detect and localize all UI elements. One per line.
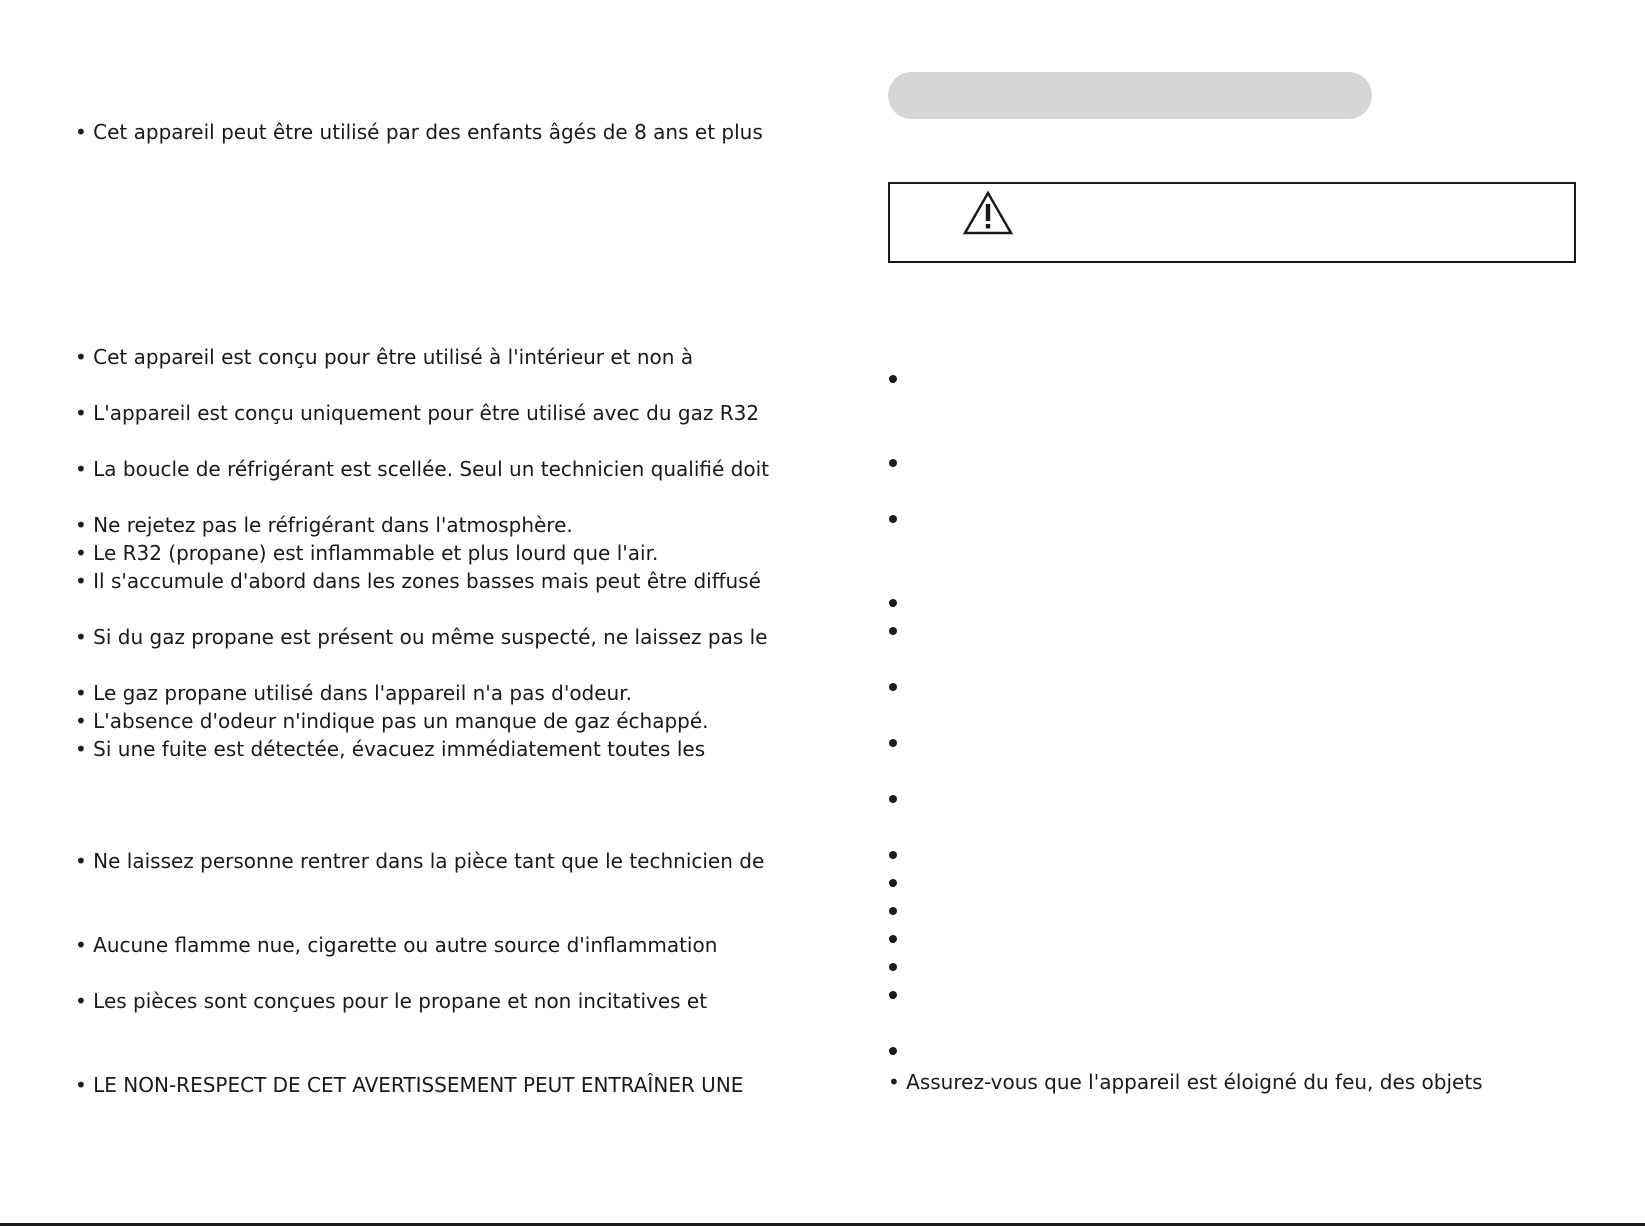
list-item: • Cet appareil peut être utilisé par des enfants âgés de 8 ans et plus xyxy=(75,120,763,144)
list-item: • Les pièces sont conçues pour le propane et non incitatives et xyxy=(75,989,708,1013)
bullet-dot xyxy=(889,991,897,999)
bullet-dot xyxy=(889,599,897,607)
bullet-dot xyxy=(889,739,897,747)
list-item: • LE NON-RESPECT DE CET AVERTISSEMENT PEUT ENTRAÎNER UNE xyxy=(75,1073,744,1097)
list-item: • Cet appareil est conçu pour être utilisé à l'intérieur et non à xyxy=(75,345,694,369)
bullet-dot xyxy=(889,879,897,887)
bullet-dot xyxy=(889,1047,897,1055)
bullet-dot xyxy=(889,515,897,523)
bullet-dot xyxy=(889,963,897,971)
list-item: • Si du gaz propane est présent ou même suspecté, ne laissez pas le xyxy=(75,625,768,649)
bullet-dot xyxy=(889,683,897,691)
bullet-dot xyxy=(889,907,897,915)
list-item: • Ne laissez personne rentrer dans la pièce tant que le technicien de xyxy=(75,849,765,873)
bullet-dot xyxy=(889,375,897,383)
section-header-bar xyxy=(888,72,1372,119)
bullet-dot xyxy=(889,851,897,859)
bullet-dot xyxy=(889,627,897,635)
list-item: • Si une fuite est détectée, évacuez immédiatement toutes les xyxy=(75,737,706,761)
list-item: • La boucle de réfrigérant est scellée. Seul un technicien qualifié doit xyxy=(75,457,770,481)
list-item: • L'appareil est conçu uniquement pour être utilisé avec du gaz R32 xyxy=(75,401,760,425)
warning-triangle-icon xyxy=(962,190,1014,236)
list-item: • Ne rejetez pas le réfrigérant dans l'atmosphère. xyxy=(75,513,573,537)
bullet-dot xyxy=(889,459,897,467)
list-item: • Le R32 (propane) est inflammable et plus lourd que l'air. xyxy=(75,541,659,565)
list-item: • Assurez-vous que l'appareil est éloigné du feu, des objets xyxy=(888,1070,1483,1094)
bullet-dot xyxy=(889,935,897,943)
list-item: • L'absence d'odeur n'indique pas un manque de gaz échappé. xyxy=(75,709,709,733)
bullet-dot xyxy=(889,795,897,803)
warning-box xyxy=(888,182,1576,263)
list-item: • Il s'accumule d'abord dans les zones basses mais peut être diffusé xyxy=(75,569,761,593)
list-item: • Le gaz propane utilisé dans l'appareil n'a pas d'odeur. xyxy=(75,681,632,705)
list-item: • Aucune flamme nue, cigarette ou autre source d'inflammation xyxy=(75,933,718,957)
